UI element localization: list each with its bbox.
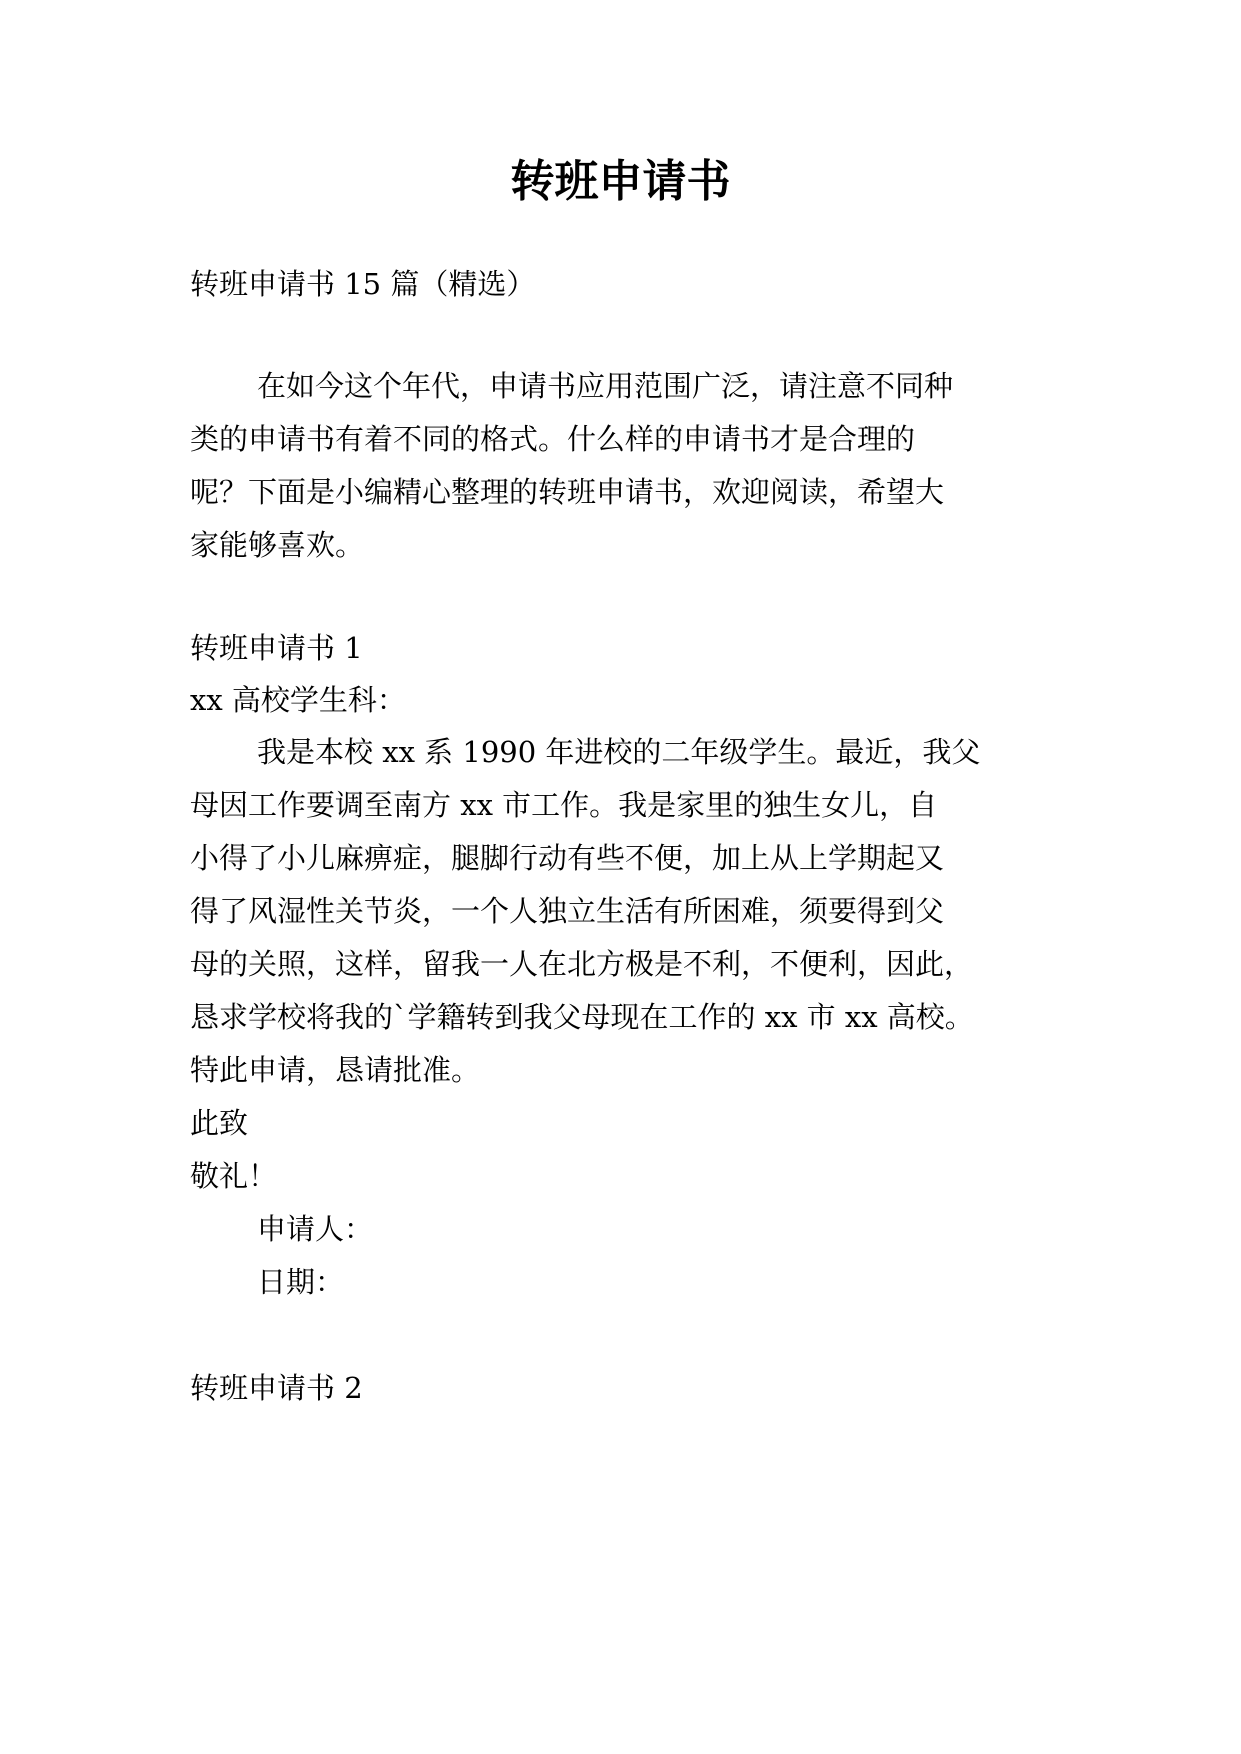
letter1-body-line-5: 母的关照，这样，留我一人在北方极是不利，不便利，因此， bbox=[190, 947, 974, 981]
letter1-salutation: xx 高校学生科： bbox=[190, 683, 406, 717]
intro-line-4: 家能够喜欢。 bbox=[190, 528, 365, 562]
letter1-heading: 转班申请书 1 bbox=[190, 631, 363, 665]
document-title: 转班申请书 bbox=[510, 156, 731, 207]
intro-line-3: 呢？下面是小编精心整理的转班申请书，欢迎阅读，希望大 bbox=[190, 475, 945, 509]
letter1-body-line-6: 恳求学校将我的`学籍转到我父母现在工作的 xx 市 xx 高校。 bbox=[190, 1000, 974, 1034]
letter1-body-line-2: 母因工作要调至南方 xx 市工作。我是家里的独生女儿，自 bbox=[190, 788, 938, 822]
letter2-heading: 转班申请书 2 bbox=[190, 1371, 363, 1405]
document-subtitle: 转班申请书 15 篇（精选） bbox=[190, 267, 536, 301]
intro-line-2: 类的申请书有着不同的格式。什么样的申请书才是合理的 bbox=[190, 422, 916, 456]
letter1-closing-1: 此致 bbox=[190, 1106, 249, 1140]
letter1-body-line-3: 小得了小儿麻痹症，腿脚行动有些不便，加上从上学期起又 bbox=[190, 841, 945, 875]
letter1-date-label: 日期： bbox=[257, 1265, 345, 1299]
letter1-body-line-7: 特此申请，恳请批准。 bbox=[190, 1053, 481, 1087]
intro-line-1: 在如今这个年代，申请书应用范围广泛，请注意不同种 bbox=[257, 369, 954, 403]
letter1-body-line-4: 得了风湿性关节炎，一个人独立生活有所困难，须要得到父 bbox=[190, 894, 945, 928]
letter1-closing-2: 敬礼！ bbox=[190, 1159, 278, 1193]
letter1-body-line-1: 我是本校 xx 系 1990 年进校的二年级学生。最近，我父 bbox=[257, 735, 981, 769]
letter1-applicant-label: 申请人： bbox=[257, 1212, 374, 1246]
